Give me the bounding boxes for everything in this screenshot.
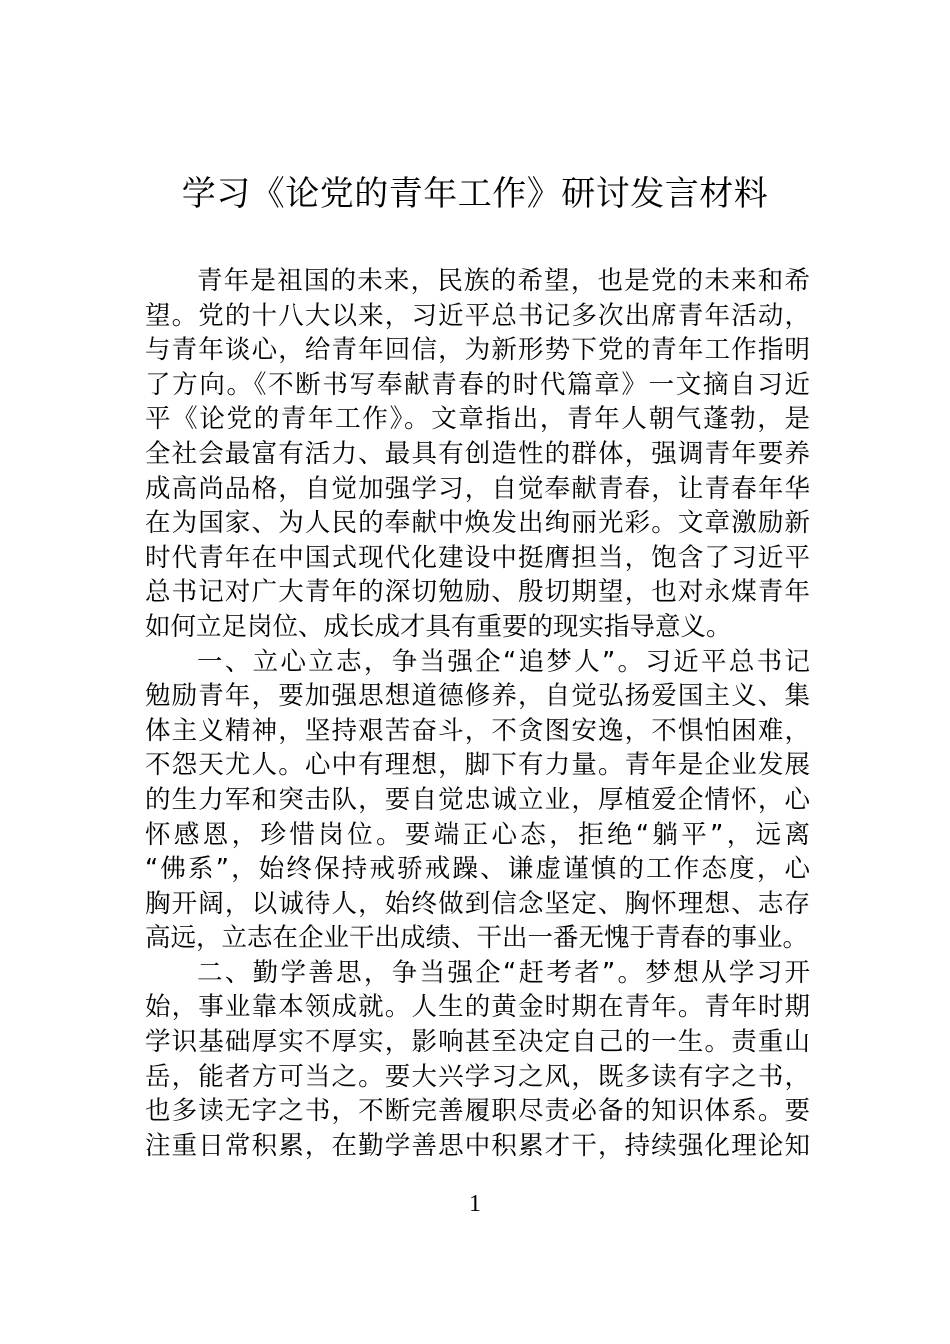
text-line: 望。党的十八大以来，习近平总书记多次出席青年活动， — [145, 300, 810, 331]
text-line: 了方向。《不断书写奉献青春的时代篇章》一文摘自习近 — [145, 369, 810, 400]
text-line: 也多读无字之书，不断完善履职尽责必备的知识体系。要 — [145, 1096, 810, 1127]
text-line: 体主义精神，坚持艰苦奋斗，不贪图安逸，不惧怕困难， — [145, 715, 810, 746]
text-line: 高远，立志在企业干出成绩、干出一番无愧于青春的事业。 — [145, 923, 809, 954]
section-heading-line: 一、立心立志，争当强企“追梦人”。习近平总书记 — [197, 646, 810, 677]
section-heading-line: 二、勤学善思，争当强企“赶考者”。梦想从学习开 — [197, 957, 810, 988]
text-line: 总书记对广大青年的深切勉励、殷切期望，也对永煤青年 — [145, 577, 810, 608]
page-number: 1 — [469, 1191, 481, 1217]
text-line: 怀感恩，珍惜岗位。要端正心态，拒绝“躺平”，远离 — [145, 819, 810, 850]
text-line: 成高尚品格，自觉加强学习，自觉奉献青春，让青春年华 — [145, 473, 810, 504]
text-line: 岳，能者方可当之。要大兴学习之风，既多读有字之书， — [145, 1061, 810, 1092]
text-line: 青年是祖国的未来，民族的希望，也是党的未来和希 — [197, 266, 810, 296]
text-line: 平《论党的青年工作》。文章指出，青年人朝气蓬勃，是 — [145, 404, 810, 435]
document-title: 学习《论党的青年工作》研讨发言材料 — [181, 174, 769, 214]
text-line: 全社会最富有活力、最具有创造性的群体，强调青年要养 — [145, 438, 810, 469]
text-line: 如何立足岗位、成长成才具有重要的现实指导意义。 — [145, 611, 732, 642]
text-line: 与青年谈心，给青年回信，为新形势下党的青年工作指明 — [145, 335, 810, 366]
text-line: 的生力军和突击队，要自觉忠诚立业，厚植爱企情怀，心 — [145, 784, 810, 815]
text-line: 学识基础厚实不厚实，影响甚至决定自己的一生。责重山 — [145, 1027, 810, 1058]
text-line: 勉励青年，要加强思想道德修养，自觉弘扬爱国主义、集 — [145, 681, 810, 712]
text-line: 不怨天尤人。心中有理想，脚下有力量。青年是企业发展 — [145, 750, 810, 781]
text-line: 时代青年在中国式现代化建设中挺膺担当，饱含了习近平 — [145, 542, 810, 573]
text-line: 胸开阔，以诚待人，始终做到信念坚定、胸怀理想、志存 — [145, 888, 810, 919]
text-line: “佛系”，始终保持戒骄戒躁、谦虚谨慎的工作态度，心 — [145, 854, 810, 885]
text-line: 始，事业靠本领成就。人生的黄金时期在青年。青年时期 — [145, 992, 810, 1023]
document-body — [145, 264, 810, 1163]
text-line: 注重日常积累，在勤学善思中积累才干，持续强化理论知 — [145, 1130, 810, 1161]
text-line: 在为国家、为人民的奉献中焕发出绚丽光彩。文章激励新 — [145, 508, 810, 539]
